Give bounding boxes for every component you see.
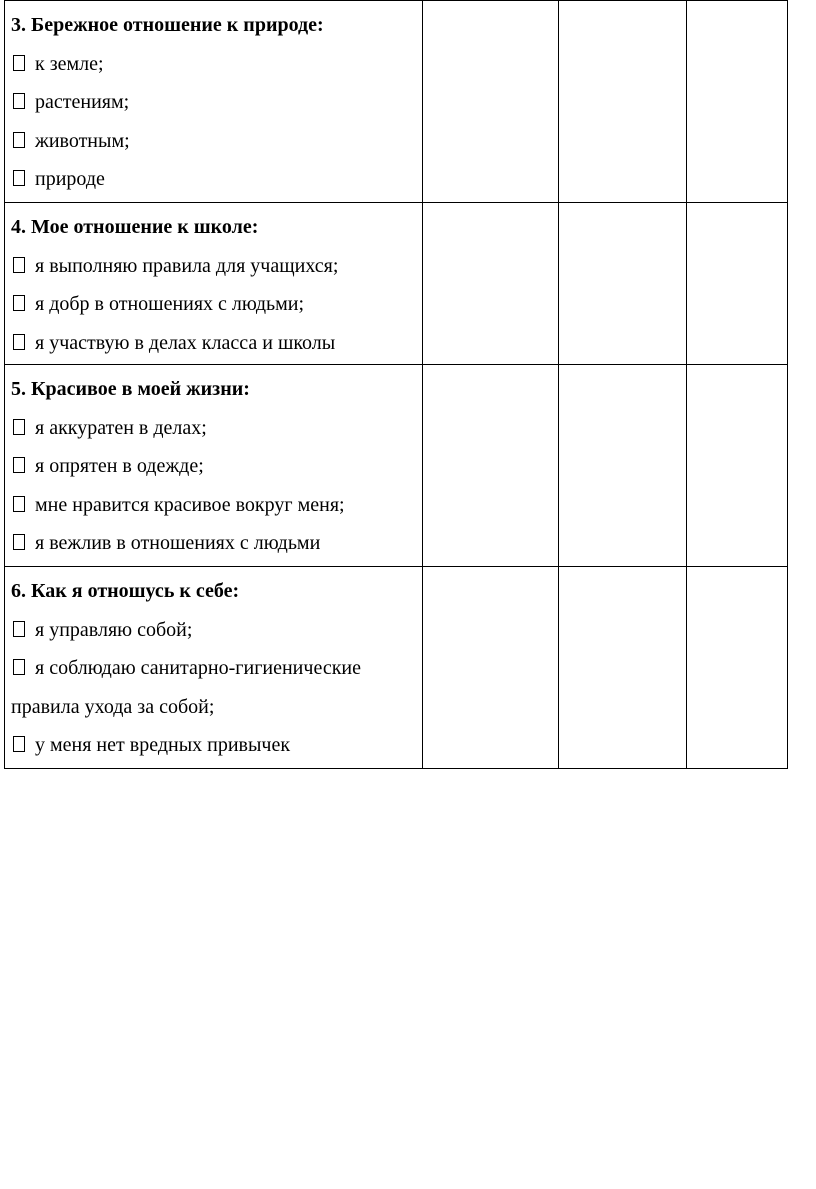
checkbox-icon — [13, 659, 25, 675]
criteria-cell — [5, 365, 423, 567]
checkbox-icon — [13, 93, 25, 109]
section-title: 6. Как я отношусь к себе: — [11, 580, 240, 602]
list-item-text: растениям; — [35, 91, 130, 113]
criteria-cell — [5, 203, 423, 365]
empty-cell — [687, 203, 788, 365]
list-item — [11, 45, 416, 84]
table-row-section-3 — [5, 1, 788, 203]
list-item-text: природе — [35, 168, 105, 190]
criteria-cell — [5, 567, 423, 769]
section-title: 5. Красивое в моей жизни: — [11, 378, 250, 400]
empty-cell — [559, 1, 687, 203]
empty-cell — [423, 1, 559, 203]
section-title: 3. Бережное отношение к природе: — [11, 14, 324, 36]
checkbox-icon — [13, 419, 25, 435]
empty-cell — [687, 365, 788, 567]
list-item — [11, 726, 416, 765]
checkbox-icon — [13, 621, 25, 637]
checkbox-icon — [13, 55, 25, 71]
list-item-text: я аккуратен в делах; — [35, 416, 207, 439]
list-item — [11, 486, 416, 525]
checkbox-icon — [13, 496, 25, 512]
list-item-text: мне нравится красивое вокруг меня; — [35, 493, 345, 516]
list-item — [11, 447, 416, 486]
list-item-text: я добр в отношениях с людьми; — [35, 293, 305, 315]
empty-cell — [423, 365, 559, 567]
empty-cell — [423, 567, 559, 769]
list-item-text: я управляю собой; — [35, 618, 193, 641]
list-item — [11, 285, 416, 324]
list-item — [11, 122, 416, 161]
empty-cell — [687, 567, 788, 769]
list-item — [11, 649, 416, 688]
list-item — [11, 524, 416, 563]
empty-cell — [559, 203, 687, 365]
section-title: 4. Мое отношение к школе: — [11, 216, 259, 238]
list-item — [11, 324, 416, 363]
checkbox-icon — [13, 257, 25, 273]
assessment-table — [4, 0, 788, 769]
table-row-section-6 — [5, 567, 788, 769]
list-item-continuation — [11, 688, 416, 727]
checkbox-icon — [13, 534, 25, 550]
list-item-text: я опрятен в одежде; — [35, 455, 204, 477]
checkbox-icon — [13, 457, 25, 473]
list-item-text: у меня нет вредных привычек — [35, 734, 291, 756]
empty-cell — [559, 567, 687, 769]
list-item-text: к земле; — [35, 52, 104, 75]
empty-cell — [559, 365, 687, 567]
list-item-text: я участвую в делах класса и школы — [35, 331, 336, 354]
list-item — [11, 247, 416, 286]
checkbox-icon — [13, 334, 25, 350]
empty-cell — [687, 1, 788, 203]
list-item — [11, 83, 416, 122]
list-item-text: я вежлив в отношениях с людьми — [35, 532, 321, 554]
empty-cell — [423, 203, 559, 365]
checkbox-icon — [13, 170, 25, 186]
table-row-section-4 — [5, 203, 788, 365]
list-item-text: я выполняю правила для учащихся; — [35, 254, 339, 277]
list-item-text: правила ухода за собой; — [11, 695, 215, 718]
list-item — [11, 160, 416, 199]
list-item — [11, 409, 416, 448]
list-item — [11, 611, 416, 650]
checkbox-icon — [13, 132, 25, 148]
table-row-section-5 — [5, 365, 788, 567]
criteria-cell — [5, 1, 423, 203]
list-item-text: я соблюдаю санитарно-гигиенические — [35, 657, 361, 679]
checkbox-icon — [13, 295, 25, 311]
list-item-text: животным; — [35, 129, 130, 152]
checkbox-icon — [13, 736, 25, 752]
